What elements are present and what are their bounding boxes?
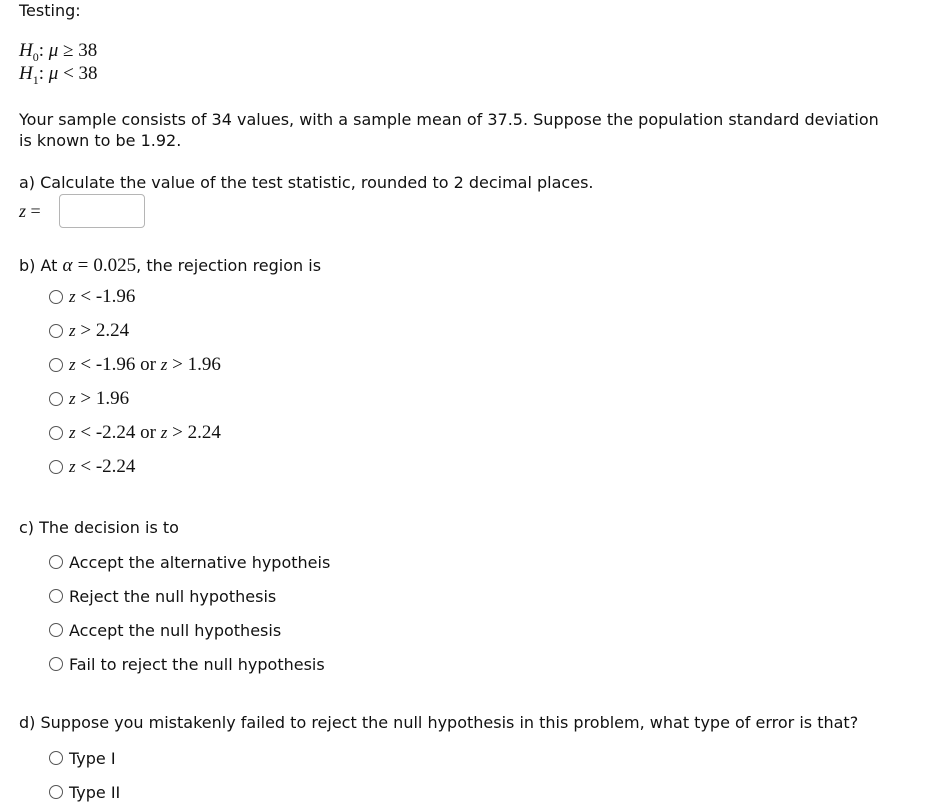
- part-b-prompt: [19, 255, 321, 277]
- radio-button-icon[interactable]: [49, 426, 63, 440]
- h0-param: μ: [48, 40, 59, 61]
- error-type-option-1[interactable]: [49, 746, 116, 770]
- option-text-part: > 1.96: [75, 388, 130, 409]
- option-text-part: < -2.24: [75, 456, 136, 477]
- decision-option-2[interactable]: [49, 584, 276, 608]
- alpha-symbol: α: [62, 255, 73, 276]
- h0-sub: 0: [32, 49, 39, 64]
- rejection-option-label: [69, 320, 129, 342]
- option-text-part: z: [160, 355, 168, 374]
- radio-button-icon[interactable]: [49, 785, 63, 799]
- radio-button-icon[interactable]: [49, 657, 63, 671]
- part-d-prompt: d) Suppose you mistakenly failed to reject the null hypothesis in this problem, what type of error is that?: [19, 713, 859, 732]
- decision-option-1[interactable]: [49, 550, 330, 574]
- alpha-value: 0.025: [93, 255, 137, 276]
- hypothesis-null: [19, 40, 97, 65]
- option-text-part: z: [160, 423, 168, 442]
- rejection-option-label: [69, 354, 221, 376]
- h1-symbol: H: [19, 63, 33, 84]
- rejection-option-label: [69, 388, 129, 410]
- part-b-prompt-start: b) At: [19, 256, 63, 275]
- z-answer-input[interactable]: [59, 194, 145, 228]
- z-label: [19, 201, 41, 222]
- radio-button-icon[interactable]: [49, 460, 63, 474]
- rejection-option-4[interactable]: [49, 387, 129, 411]
- radio-button-icon[interactable]: [49, 290, 63, 304]
- part-a-prompt: a) Calculate the value of the test statistic, rounded to 2 decimal places.: [19, 173, 594, 192]
- radio-button-icon[interactable]: [49, 392, 63, 406]
- alpha-eq: =: [77, 255, 89, 276]
- part-b-prompt-end: , the rejection region is: [136, 256, 322, 275]
- radio-button-icon[interactable]: [49, 324, 63, 338]
- h0-colon: :: [38, 40, 45, 61]
- part-c-prompt: c) The decision is to: [19, 518, 179, 537]
- option-text-part: z: [69, 355, 76, 374]
- option-text-part: < -1.96: [75, 354, 141, 375]
- option-text-part: < -1.96: [75, 286, 136, 307]
- h0-symbol: H: [19, 40, 33, 61]
- decision-option-3[interactable]: [49, 618, 281, 642]
- option-text-part: or: [140, 354, 156, 375]
- rejection-option-label: [69, 456, 135, 478]
- radio-button-icon[interactable]: [49, 358, 63, 372]
- z-eq: =: [30, 201, 41, 221]
- problem-line-2: is known to be 1.92.: [19, 131, 182, 150]
- rejection-option-5[interactable]: [49, 421, 221, 445]
- option-text-part: < -2.24: [75, 422, 141, 443]
- error-type-option-label: Type II: [69, 782, 121, 802]
- option-text-part: > 1.96: [167, 354, 221, 375]
- h0-value: 38: [78, 40, 98, 61]
- rejection-option-2[interactable]: [49, 319, 129, 343]
- option-text-part: z: [69, 457, 76, 476]
- decision-option-label: Accept the alternative hypotheis: [69, 552, 331, 572]
- option-text-part: z: [69, 287, 76, 306]
- option-text-part: z: [69, 389, 76, 408]
- decision-option-4[interactable]: [49, 652, 325, 676]
- option-text-part: or: [140, 422, 156, 443]
- heading: Testing:: [19, 1, 81, 20]
- decision-option-label: Accept the null hypothesis: [69, 620, 282, 640]
- radio-button-icon[interactable]: [49, 751, 63, 765]
- z-var: z: [19, 201, 27, 221]
- radio-button-icon[interactable]: [49, 555, 63, 569]
- hypothesis-alt: [19, 63, 98, 88]
- error-type-option-2[interactable]: [49, 780, 120, 804]
- radio-button-icon[interactable]: [49, 623, 63, 637]
- option-text-part: > 2.24: [167, 422, 221, 443]
- h1-colon: :: [38, 63, 45, 84]
- option-text-part: z: [69, 321, 76, 340]
- rejection-option-label: [69, 286, 135, 308]
- h1-param: μ: [48, 63, 59, 84]
- option-text-part: > 2.24: [75, 320, 130, 341]
- rejection-option-3[interactable]: [49, 353, 221, 377]
- radio-button-icon[interactable]: [49, 589, 63, 603]
- rejection-option-label: [69, 422, 221, 444]
- h1-sub: 1: [32, 72, 39, 87]
- error-type-option-label: Type I: [69, 748, 116, 768]
- rejection-option-6[interactable]: [49, 455, 135, 479]
- option-text-part: z: [69, 423, 76, 442]
- problem-line-1: Your sample consists of 34 values, with a sample mean of 37.5. Suppose the population standard deviation: [19, 110, 879, 129]
- h1-op: <: [63, 63, 74, 84]
- decision-option-label: Reject the null hypothesis: [69, 586, 277, 606]
- h0-op: ≥: [63, 40, 74, 61]
- decision-option-label: Fail to reject the null hypothesis: [69, 654, 325, 674]
- rejection-option-1[interactable]: [49, 285, 135, 309]
- h1-value: 38: [78, 63, 98, 84]
